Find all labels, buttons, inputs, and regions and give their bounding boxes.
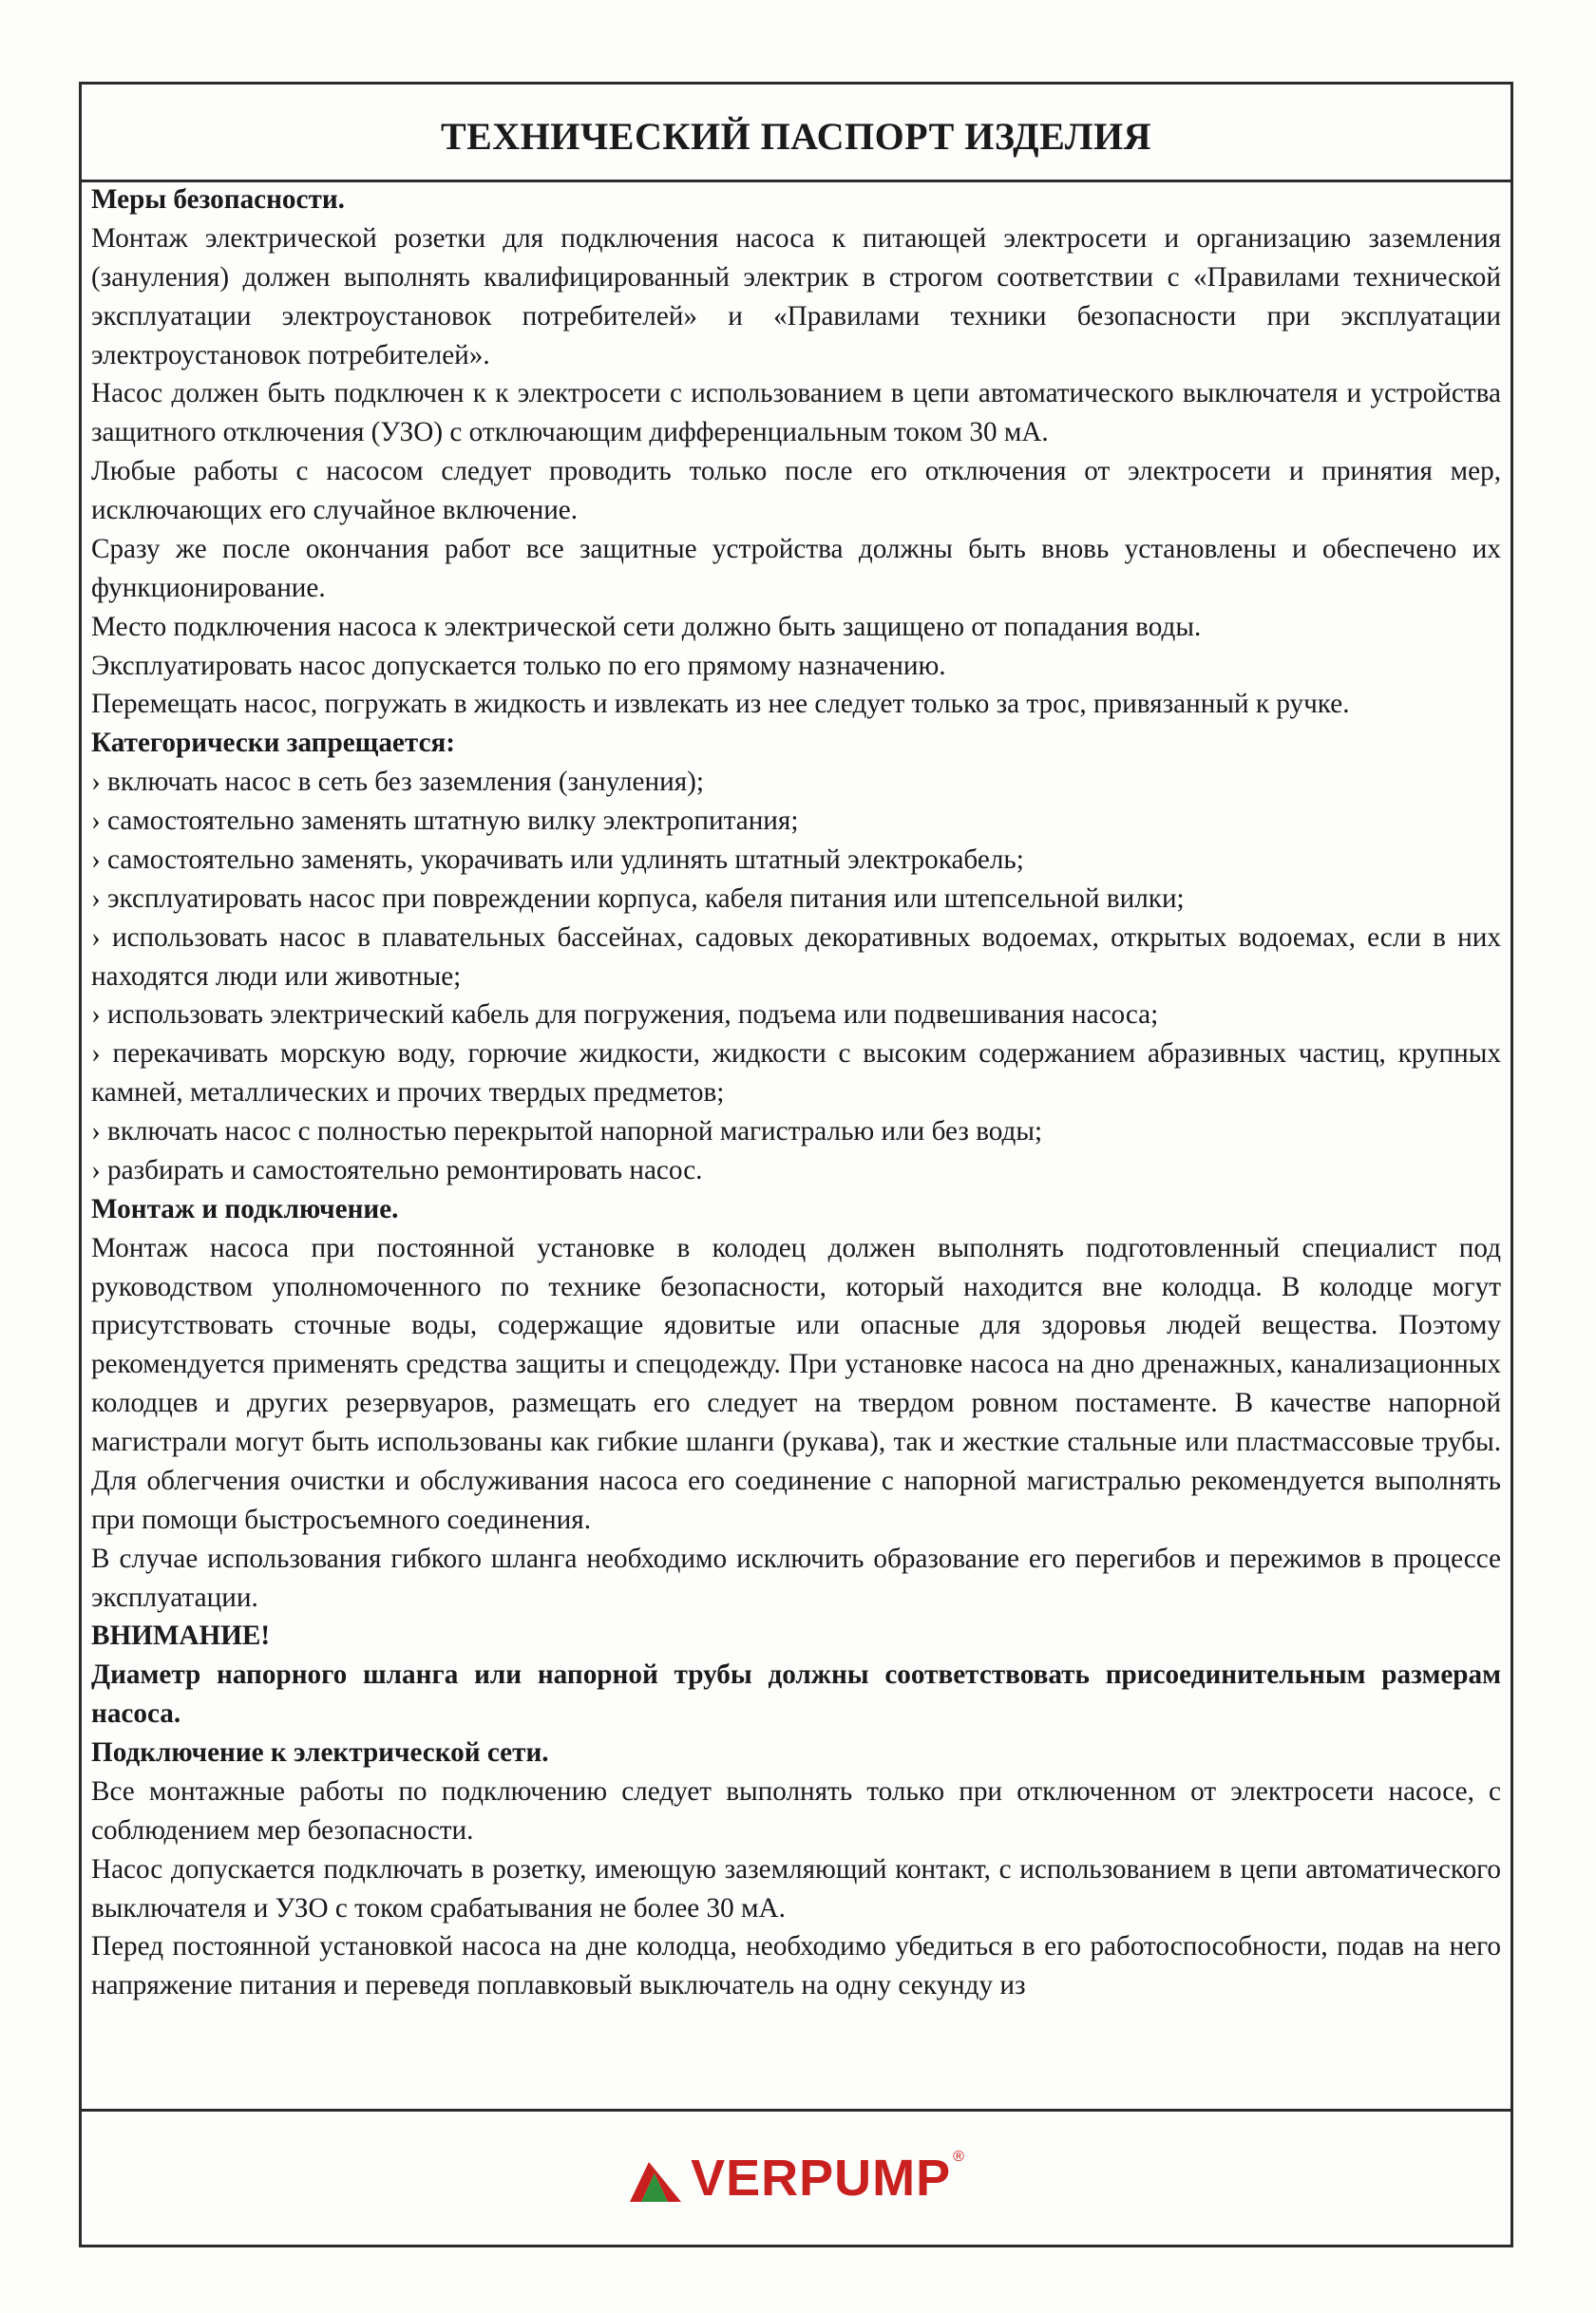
section-heading: Меры безопасности. [91, 184, 345, 215]
section-heading: Подключение к электрической сети. [91, 1737, 549, 1768]
list-item-text: самостоятельно заменять штатную вилку электропитания; [107, 806, 799, 836]
bullet-mark: › [91, 999, 101, 1031]
list-item-text: разбирать и самостоятельно ремонтировать насос. [107, 1154, 703, 1185]
red-green-triangle-logo-icon [628, 2160, 687, 2204]
paragraph: Эксплуатировать насос допускается только по его прямому назначению. [91, 650, 946, 681]
section-heading: Категорически запрещается: [91, 728, 456, 759]
bullet-mark: › [91, 1154, 101, 1185]
list-item-text: перекачивать морскую воду, горючие жидкости, жидкости с высоким содержанием абразивных частиц, крупных камней, металлических и прочих твердых предметов; [91, 1038, 1501, 1109]
bullet-mark: › [91, 921, 101, 953]
prohibition-list-item [91, 880, 1501, 919]
bullet-mark: › [91, 1116, 101, 1147]
list-item-text: включать насос в сеть без заземления (зануления); [107, 767, 704, 798]
bullet-mark: › [91, 844, 101, 875]
footer [82, 2109, 1510, 2245]
list-item-text: использовать насос в плавательных бассейнах, садовых декоративных водоемах, открытых водоемах, если в них находятся люди или животные; [91, 921, 1501, 992]
paragraph: Насос допускается подключать в розетку, имеющую заземляющий контакт, с использованием в цепи автоматического выключателя и УЗО с током срабатывания не более 30 мА. [91, 1853, 1501, 1924]
paragraph: Все монтажные работы по подключению следует выполнять только при отключенном от электросети насосе, с соблюдением мер безопасности. [91, 1775, 1501, 1846]
prohibition-list-item [91, 1151, 1501, 1190]
paragraph: Насос должен быть подключен к к электросети с использованием в цепи автоматического выключателя и устройства защитного отключения (УЗО) с отключающим дифференциальным током 30 мА. [91, 378, 1501, 448]
title-bar [82, 85, 1510, 182]
prohibition-list-item [91, 1112, 1501, 1151]
prohibition-list-item [91, 1034, 1501, 1112]
document-frame [79, 82, 1513, 2247]
paragraph: В случае использования гибкого шланга необходимо исключить образование его перегибов и пережимов в процессе эксплуатации. [91, 1543, 1501, 1613]
bullet-mark: › [91, 806, 101, 836]
section-heading: ВНИМАНИЕ! [91, 1621, 271, 1652]
paragraph: Монтаж насоса при постоянной установке в колодец должен выполнять подготовленный специалист под руководством уполномоченного по технике безопасности, который находится вне колодца. В колодце могут присутствовать сточные воды, содержащие ядовитые или опасные для здоровья людей вещества. Поэтому рекомендуется применять средства защиты и спецодежду. При установке насоса на дно дренажных, канализационных колодцев и других резервуаров, размещать его следует на твердом ровном постаменте. В качестве напорной магистрали могут быть использованы как гибкие шланги (рукава), так и жесткие стальные или пластмассовые трубы. Для облегчения очистки и обслуживания насоса его соединение с напорной магистралью рекомендуется выполнять при помощи быстросъемного соединения. [91, 1232, 1501, 1535]
bullet-mark: › [91, 1038, 101, 1070]
list-item-text: использовать электрический кабель для погружения, подъема или подвешивания насоса; [107, 999, 1159, 1031]
paragraph: Перед постоянной установкой насоса на дне колодца, необходимо убедиться в его работоспособности, подав на него напряжение питания и переведя поплавковый выключатель на одну секунду из [91, 1931, 1501, 2001]
bullet-mark: › [91, 767, 101, 798]
prohibition-list-item [91, 841, 1501, 880]
registered-mark: ® [953, 2149, 964, 2165]
prohibition-list-item [91, 763, 1501, 802]
list-item-text: самостоятельно заменять, укорачивать или удлинять штатный электрокабель; [107, 844, 1024, 875]
prohibition-list-item [91, 995, 1501, 1034]
bullet-mark: › [91, 882, 101, 914]
paragraph: Любые работы с насосом следует проводить только после его отключения от электросети и принятия мер, исключающих его случайное включение. [91, 456, 1501, 525]
paragraph: Место подключения насоса к электрической сети должно быть защищено от попадания воды. [91, 611, 1202, 642]
paragraph: Сразу же после окончания работ все защитные устройства должны быть вновь установлены и обеспечено их функционирование. [91, 533, 1501, 603]
paragraph: Перемещать насос, погружать в жидкость и извлекать из нее следует только за трос, привязанный к ручке. [91, 689, 1350, 720]
list-item-text: эксплуатировать насос при повреждении корпуса, кабеля питания или штепсельной вилки; [107, 882, 1185, 914]
prohibition-list-item [91, 802, 1501, 841]
page-title: ТЕХНИЧЕСКИЙ ПАСПОРТ ИЗДЕЛИЯ [440, 114, 1152, 158]
document-body [91, 180, 1501, 2111]
paragraph: Монтаж электрической розетки для подключения насоса к питающей электросети и организацию заземления (зануления) должен выполнять квалифицированный электрик в строгом соответствии с «Правилами технической эксплуатации электроустановок потребителей» и «Правилами техники безопасности при эксплуатации электроустановок потребителей». [91, 222, 1501, 370]
brand-name: VERPUMP [691, 2150, 952, 2207]
section-heading: Монтаж и подключение. [91, 1193, 399, 1224]
warning-text: Диаметр напорного шланга или напорной трубы должны соответствовать присоединительным размерам насоса. [91, 1659, 1501, 1730]
brand-logo [628, 2149, 964, 2207]
list-item-text: включать насос с полностью перекрытой напорной магистралью или без воды; [107, 1116, 1043, 1147]
prohibition-list-item [91, 919, 1501, 996]
